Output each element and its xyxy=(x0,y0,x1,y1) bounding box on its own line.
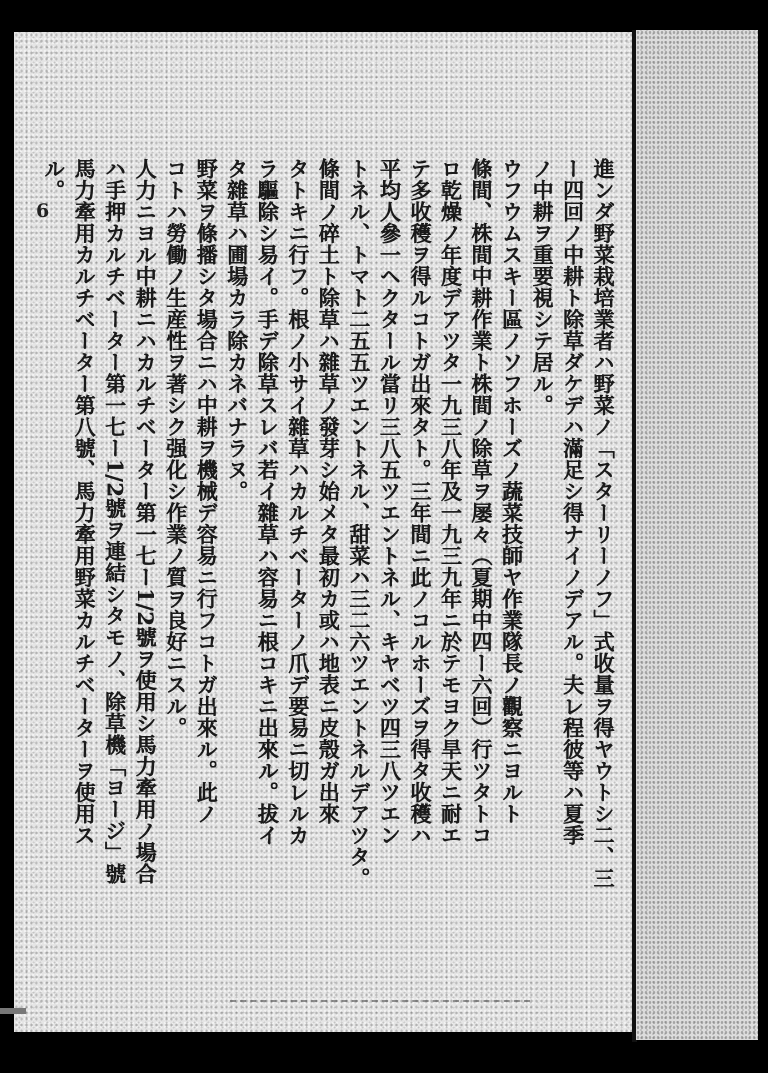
vertical-text-body xyxy=(40,158,620,1008)
text-column: テ多收穫ヲ得ルコトガ出來タト。三年間ニ此ノコルホーズヲ得タ收穫ハ xyxy=(407,158,433,846)
text-column: タ雜草ハ圃場カラ除カネバナラヌ。 xyxy=(224,158,250,502)
text-column: ハ手押カルチベーター第一七ー1/2號ヲ連結シタモノ、除草機「ヨージ」號 xyxy=(102,158,128,885)
text-column: ノ中耕ヲ重要視シテ居ル。 xyxy=(529,158,555,416)
text-column: 條間、株間中耕作業ト株間ノ除草ヲ屡々（夏期中四ー六回）行ツタトコ xyxy=(468,158,494,846)
page-number: 6 xyxy=(36,200,50,222)
text-column: ル。 xyxy=(41,158,67,201)
text-column: 人力ニヨル中耕ニハカルチベーター第一七ー1/2號ヲ使用シ馬力牽用ノ場合 xyxy=(133,158,159,885)
edge-mark xyxy=(0,1008,26,1014)
text-column: 平均人參一ヘクタール當リ三八五ツエントネル、キヤベツ四三八ツエン xyxy=(377,158,403,846)
text-column: ロ乾燥ノ年度デアツタ一九三八年及一九三九年ニ於テモヨク旱天ニ耐エ xyxy=(438,158,464,846)
text-column: トネル、トマト二五五ツエントネル、甜菜ハ三二六ツエントネルデアツタ。 xyxy=(346,158,372,889)
text-column: 野菜ヲ條播シタ場合ニハ中耕ヲ機械デ容易ニ行フコトガ出來ル。此ノ xyxy=(194,158,220,825)
text-column: ウフウムスキー區ノソフホーズノ蔬菜技師ヤ作業隊長ノ觀察ニヨルト xyxy=(499,158,525,825)
text-column: ラ驅除シ易イ。手デ除草スレバ若イ雜草ハ容易ニ根コキニ出來ル。拔イ xyxy=(255,158,281,846)
text-column: ー四回ノ中耕ト除草ダケデハ滿足シ得ナイノデアル。夫レ程彼等ハ夏季 xyxy=(560,158,586,846)
text-column: コトハ勞働ノ生産性ヲ著シク强化シ作業ノ質ヲ良好ニスル。 xyxy=(163,158,189,739)
text-column: 馬力牽用カルチベーター第八號、馬力牽用野菜カルチベーターヲ使用ス xyxy=(71,158,97,846)
text-column: 進ンダ野菜栽培業者ハ野菜ノ「スターリーノフ」式收量ヲ得ヤウトシ二、三 xyxy=(591,158,616,889)
text-column: 條間ノ碎土ト除草ハ雜草ノ發芽シ始メタ最初カ或ハ地表ニ皮殼ガ出來 xyxy=(316,158,342,825)
bottom-rule xyxy=(230,1000,530,1002)
facing-page-edge xyxy=(636,30,758,1040)
text-column: タトキニ行フ。根ノ小サイ雜草ハカルチベーターノ爪デ要易ニ切レルカ xyxy=(285,158,311,846)
